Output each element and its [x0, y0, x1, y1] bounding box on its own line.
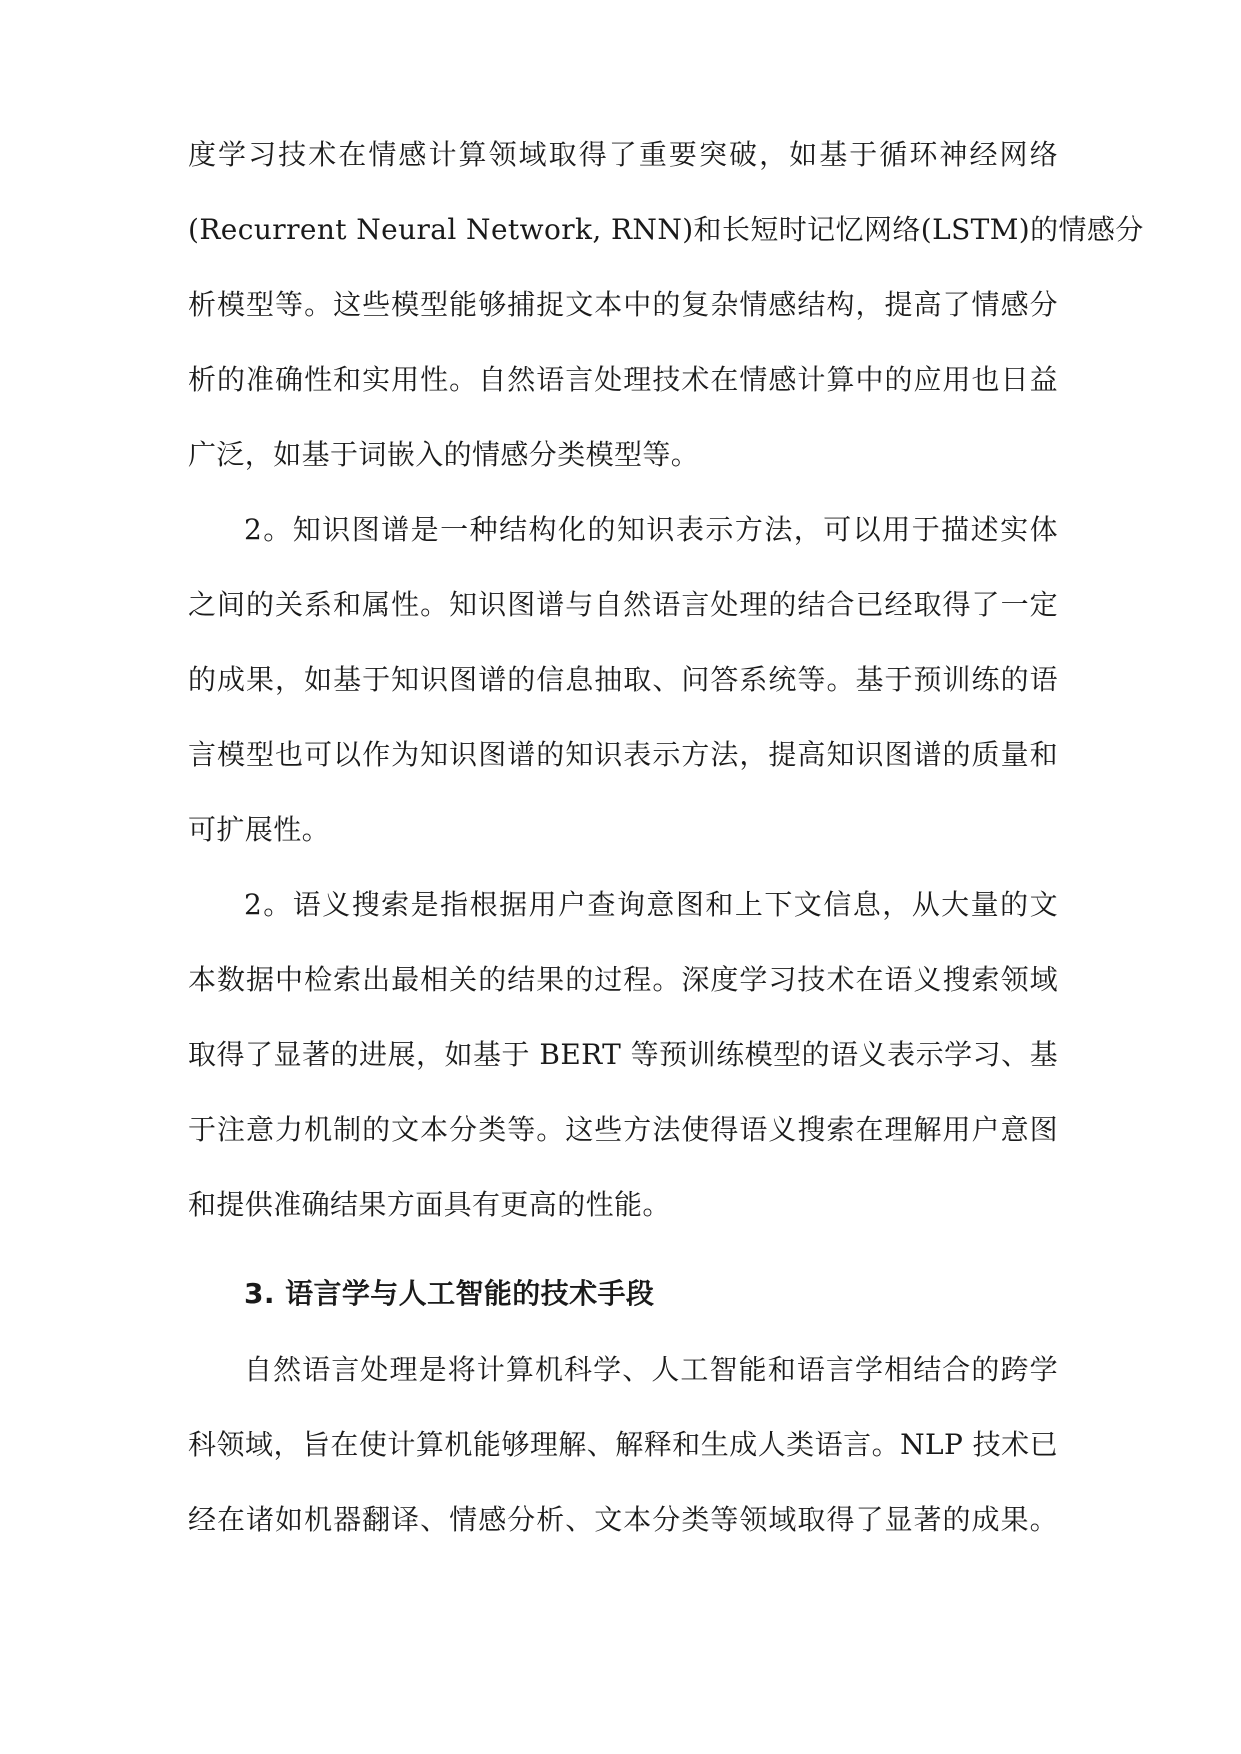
paragraph-line: 广泛，如基于词嵌入的情感分类模型等。 — [188, 438, 700, 471]
paragraph-line: 和提供准确结果方面具有更高的性能。 — [188, 1188, 671, 1221]
paragraph-line: 取得了显著的进展，如基于 BERT 等预训练模型的语义表示学习、基 — [188, 1038, 1058, 1071]
paragraph-line: 的成果，如基于知识图谱的信息抽取、问答系统等。基于预训练的语 — [188, 663, 1058, 696]
paragraph-line: 言模型也可以作为知识图谱的知识表示方法，提高知识图谱的质量和 — [188, 738, 1058, 771]
paragraph-line: 析的准确性和实用性。自然语言处理技术在情感计算中的应用也日益 — [188, 363, 1058, 396]
paragraph-line: 2。语义搜索是指根据用户查询意图和上下文信息，从大量的文 — [244, 888, 1058, 921]
paragraph-line: 本数据中检索出最相关的结果的过程。深度学习技术在语义搜索领域 — [188, 963, 1058, 996]
paragraph-line: 自然语言处理是将计算机科学、人工智能和语言学相结合的跨学 — [244, 1353, 1058, 1386]
paragraph-line: 2。知识图谱是一种结构化的知识表示方法，可以用于描述实体 — [244, 513, 1058, 546]
paragraph-line: 经在诸如机器翻译、情感分析、文本分类等领域取得了显著的成果。 — [188, 1503, 1058, 1536]
paragraph-line: 析模型等。这些模型能够捕捉文本中的复杂情感结构，提高了情感分 — [188, 288, 1058, 321]
paragraph-line: 度学习技术在情感计算领域取得了重要突破，如基于循环神经网络 — [188, 138, 1058, 171]
paragraph-line: 可扩展性。 — [188, 813, 331, 846]
paragraph-line: (Recurrent Neural Network, RNN)和长短时记忆网络(LSTM)的情感分 — [188, 213, 1144, 246]
paragraph-line: 之间的关系和属性。知识图谱与自然语言处理的结合已经取得了一定 — [188, 588, 1058, 621]
paragraph-line: 科领域，旨在使计算机能够理解、解释和生成人类语言。NLP 技术已 — [188, 1428, 1058, 1461]
section-heading: 3. 语言学与人工智能的技术手段 — [244, 1277, 655, 1310]
paragraph-line: 于注意力机制的文本分类等。这些方法使得语义搜索在理解用户意图 — [188, 1113, 1058, 1146]
